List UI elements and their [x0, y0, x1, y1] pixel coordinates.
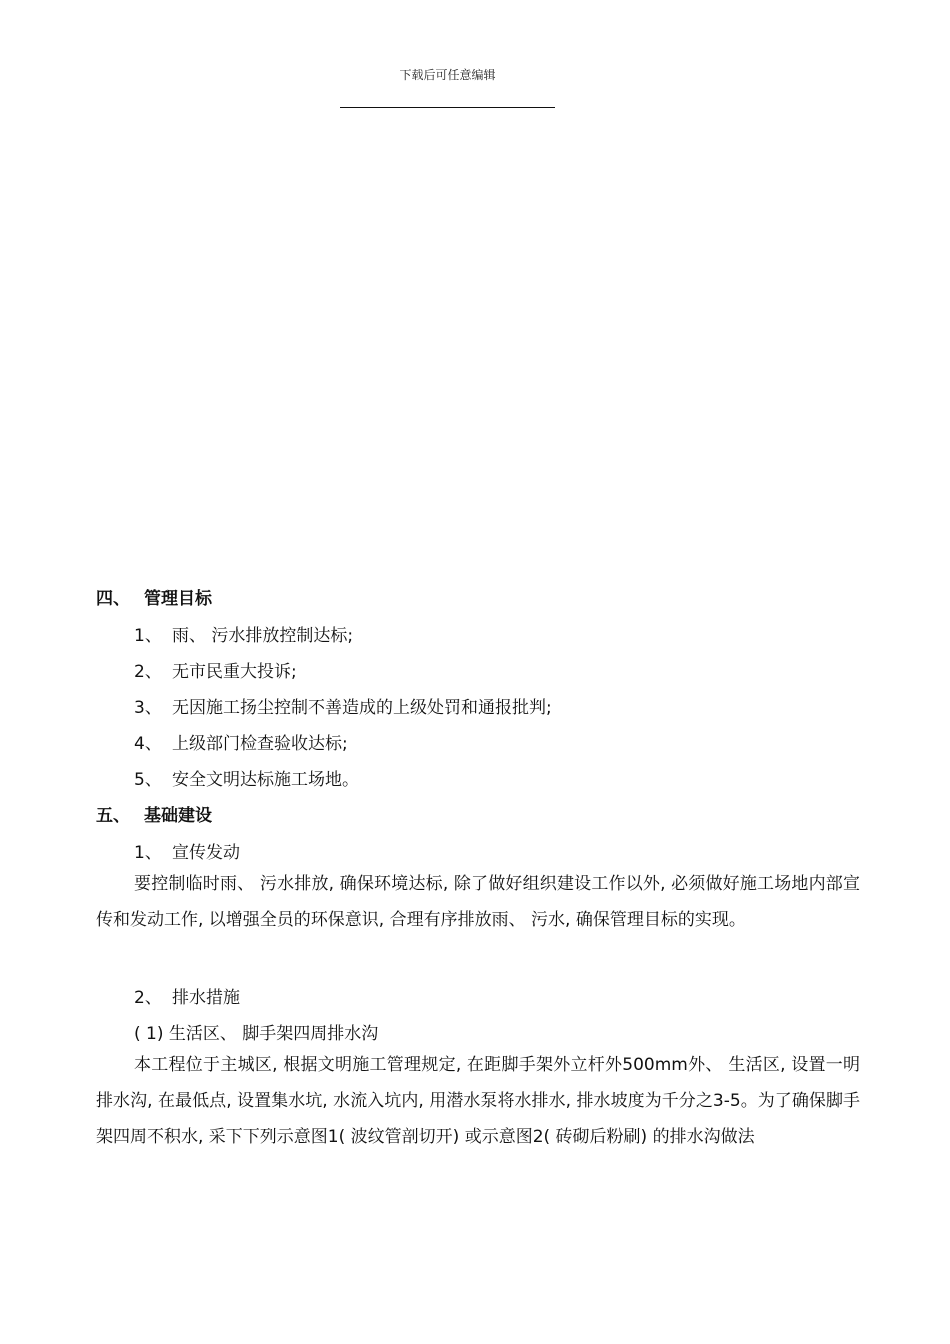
- list-item-text: 无因施工扬尘控制不善造成的上级处罚和通报批判;: [172, 698, 552, 718]
- subsection-heading-drainage-ditch: ( 1) 生活区、 脚手架四周排水沟: [134, 1024, 379, 1044]
- header-divider: [340, 107, 555, 108]
- list-item-number: 2、: [134, 662, 162, 682]
- list-item-text: 雨、 污水排放控制达标;: [172, 626, 354, 646]
- list-item: [134, 693, 552, 718]
- list-item: [134, 729, 348, 754]
- section-heading-management-goals: [96, 584, 212, 609]
- list-item-text: 上级部门检查验收达标;: [172, 734, 348, 754]
- list-item: [134, 765, 359, 790]
- page-header-note: 下载后可任意编辑: [399, 68, 496, 82]
- subsection-heading-drainage: [134, 983, 240, 1008]
- section-number: 四、: [96, 589, 130, 609]
- list-item: [134, 657, 297, 682]
- list-item: [134, 621, 353, 646]
- section-heading-infrastructure: [96, 801, 212, 826]
- list-item-number: 4、: [134, 734, 162, 754]
- list-item-number: 1、: [134, 626, 162, 646]
- section-title: 管理目标: [144, 589, 212, 609]
- list-item-text: 安全文明达标施工场地。: [172, 770, 359, 790]
- subsection-number: 2、: [134, 988, 162, 1008]
- list-item-text: 无市民重大投诉;: [172, 662, 297, 682]
- subsection-number: 1、: [134, 843, 162, 863]
- subsection-title: 排水措施: [172, 988, 240, 1008]
- section-title: 基础建设: [144, 806, 212, 826]
- paragraph-publicity: 要控制临时雨、 污水排放, 确保环境达标, 除了做好组织建设工作以外, 必须做好施工场地内部宣传和发动工作, 以增强全员的环保意识, 合理有序排放雨、 污水, 确保管理目标的实现。: [96, 874, 860, 930]
- list-item-number: 3、: [134, 698, 162, 718]
- subsection-heading-publicity: [134, 838, 240, 863]
- list-item-number: 5、: [134, 770, 162, 790]
- subsection-title: 宣传发动: [172, 843, 240, 863]
- paragraph-drainage: 本工程位于主城区, 根据文明施工管理规定, 在距脚手架外立杆外500mm外、 生活区, 设置一明排水沟, 在最低点, 设置集水坑, 水流入坑内, 用潜水泵将水排水, 排水坡度为千分之3-5。为了确保脚手架四周不积水, 采下下列示意图1( 波纹管剖切开) 或示意图2( 砖砌后粉刷) 的排水沟做法: [96, 1055, 860, 1147]
- section-number: 五、: [96, 806, 130, 826]
